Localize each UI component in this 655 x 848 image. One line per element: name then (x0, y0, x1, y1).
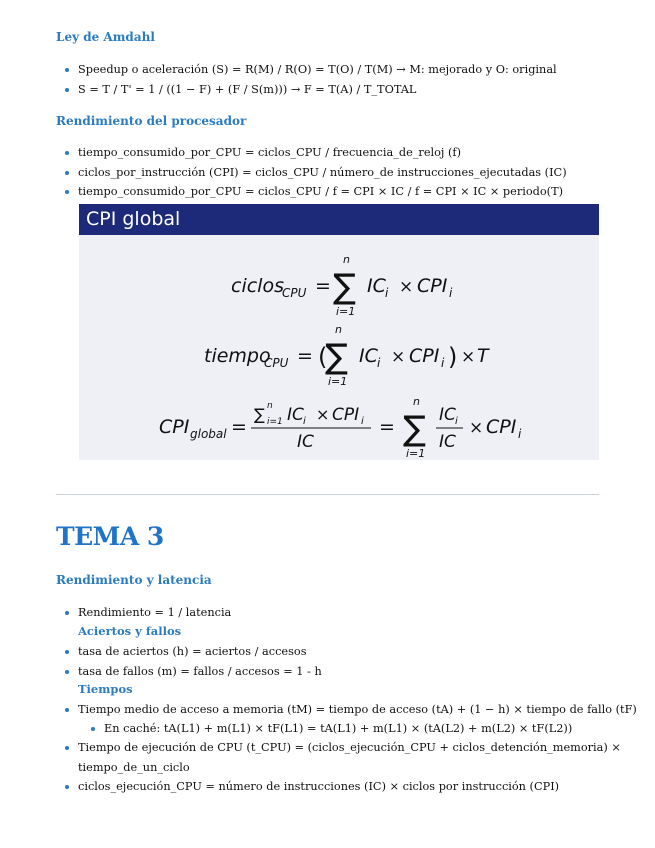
f1-lhs-sub: CPU (282, 286, 307, 300)
sum-lower: i=1 (406, 447, 426, 460)
tema-list-3 (62, 700, 642, 720)
ic-term: IC (367, 275, 386, 297)
cpi-sub: i (441, 356, 445, 370)
ic-sub: i (455, 416, 458, 427)
tema-list-2 (62, 642, 642, 681)
list-item: ciclos_por_instrucción (CPI) = ciclos_CPU / número_de instrucciones_ejecutadas (IC) (62, 163, 642, 183)
heading-rendimiento-procesador: Rendimiento del procesador (56, 114, 247, 128)
cpi-formulas (79, 235, 599, 460)
heading-rendimiento-latencia: Rendimiento y latencia (56, 573, 212, 587)
sum-upper: n (343, 253, 350, 266)
list-item: Tiempo medio de acceso a memoria (tM) = tiempo de acceso (tA) + (1 − h) × tiempo de fallo (tF) (62, 700, 642, 720)
sigma: ∑ (403, 409, 426, 449)
ic-sub: i (377, 356, 381, 370)
list-item: tiempo_consumido_por_CPU = ciclos_CPU / f = CPI × IC / f = CPI × IC × periodo(T) (62, 182, 642, 202)
equals-sign: = (231, 416, 247, 438)
f2-lhs: tiempo (204, 345, 271, 367)
list-item: tasa de aciertos (h) = aciertos / accesos (62, 642, 642, 662)
cpi-sub: i (361, 416, 364, 427)
tema-list-1 (62, 603, 642, 623)
cpi-sub: i (518, 427, 522, 441)
list-item-line: tiempo_de_un_ciclo (78, 760, 190, 774)
sum-upper: n (413, 395, 420, 408)
open-paren: ( (318, 343, 328, 371)
ic-denominator: IC (439, 432, 456, 452)
times-sign: × (469, 418, 484, 438)
ic-term: IC (359, 345, 378, 367)
amdahl-list (62, 60, 642, 99)
equals-sign: = (315, 275, 331, 297)
section-divider (56, 494, 599, 495)
close-paren: ) (448, 343, 458, 371)
cpi-term: CPI (417, 275, 448, 297)
f3-lhs-sub: global (190, 427, 227, 441)
ic-term: IC (439, 405, 456, 425)
list-item: Speedup o aceleración (S) = R(M) / R(O) = T(O) / T(M) → M: mejorado y O: original (62, 60, 642, 80)
cpi-term: CPI (409, 345, 440, 367)
subheading-aciertos-fallos: Aciertos y fallos (78, 624, 182, 638)
sum-upper: n (335, 323, 342, 336)
list-item: En caché: tA(L1) + m(L1) × tF(L1) = tA(L1) + m(L1) × (tA(L2) + m(L2) × tF(L2)) (88, 719, 572, 739)
list-item: Rendimiento = 1 / latencia (62, 603, 642, 623)
ic-term: IC (287, 405, 304, 425)
slide-title: CPI global (79, 204, 599, 235)
formula-ciclos-cpu (231, 253, 453, 318)
formula-cpi-global (159, 395, 522, 460)
cache-sublist (88, 719, 572, 739)
cpi-term: CPI (486, 416, 517, 438)
ic-sub: i (385, 286, 389, 300)
small-sigma: ∑ (254, 405, 265, 424)
f2-lhs-sub: CPU (264, 356, 289, 370)
list-item (62, 738, 642, 777)
cpi-sub: i (449, 286, 453, 300)
f3-lhs: CPI (159, 416, 190, 438)
list-item: ciclos_ejecución_CPU = número de instrucciones (IC) × ciclos por instrucción (CPI) (62, 777, 642, 797)
subheading-tiempos: Tiempos (78, 682, 133, 696)
times-sign: × (399, 277, 414, 297)
cpi-term: CPI (332, 405, 360, 425)
times-sign: × (461, 347, 476, 367)
tema-title: TEMA 3 (56, 522, 164, 551)
t-term: T (477, 345, 489, 367)
sum-lower: i=1 (336, 305, 356, 318)
sum-upper: n (267, 401, 273, 411)
sigma: ∑ (325, 337, 348, 377)
sum-lower: i=1 (267, 417, 283, 427)
heading-ley-de-amdahl: Ley de Amdahl (56, 30, 155, 44)
list-item-line: Tiempo de ejecución de CPU (t_CPU) = (ciclos_ejecución_CPU + ciclos_detención_memoria) × (78, 741, 621, 754)
times-sign: × (391, 347, 406, 367)
equals-sign: = (297, 345, 313, 367)
list-item: tiempo_consumido_por_CPU = ciclos_CPU / frecuencia_de_reloj (f) (62, 143, 642, 163)
tema-list-4 (62, 738, 642, 797)
ic-denominator: IC (297, 432, 314, 452)
sigma: ∑ (333, 267, 356, 307)
sum-lower: i=1 (328, 375, 348, 388)
formula-tiempo-cpu (204, 323, 490, 388)
f1-lhs: ciclos (231, 275, 284, 297)
rendimiento-list (62, 143, 642, 202)
equals-sign: = (379, 416, 395, 438)
cpi-global-slide (79, 204, 599, 460)
list-item: tasa de fallos (m) = fallos / accesos = 1 - h (62, 662, 642, 682)
times-sign: × (316, 405, 330, 424)
list-item: S = T / T' = 1 / ((1 − F) + (F / S(m))) → F = T(A) / T_TOTAL (62, 80, 642, 100)
ic-sub: i (303, 416, 306, 427)
